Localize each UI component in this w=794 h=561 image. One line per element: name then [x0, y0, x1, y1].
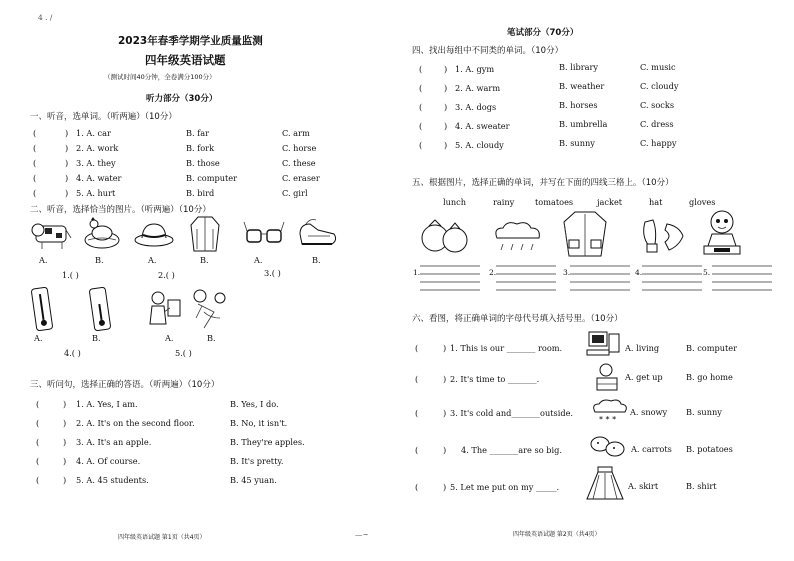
option-b: B. bird	[186, 188, 215, 198]
writing-lines	[412, 262, 772, 296]
question-text: 3. It's cold and_______outside.	[450, 408, 574, 418]
thermometer-icon	[88, 286, 112, 332]
pic-label-b: B.	[200, 255, 209, 265]
option-c: C. happy	[640, 138, 677, 148]
answer-paren-close: )	[65, 128, 69, 138]
boy-lunch-icon	[702, 208, 742, 258]
option-a: 5. A. cloudy	[455, 140, 504, 150]
option-c: C. horse	[282, 143, 317, 153]
answer-paren-open[interactable]: (	[33, 188, 37, 198]
line-number: 3.	[563, 268, 571, 277]
line-number: 2.	[489, 268, 497, 277]
answer-paren-close: )	[443, 408, 447, 418]
answer-paren-open[interactable]: (	[33, 143, 37, 153]
word-option: hat	[649, 197, 663, 207]
answer-paren-open[interactable]: (	[36, 399, 40, 409]
answer-paren-close: )	[444, 121, 448, 131]
answer-paren-close: )	[65, 158, 69, 168]
exam-note: （测试时间40分钟，全卷满分100分）	[104, 73, 216, 81]
option-a: A. get up	[625, 372, 663, 382]
answer-paren-open[interactable]: (	[36, 456, 40, 466]
girl-playing-icon	[190, 288, 230, 330]
answer-paren-open[interactable]: (	[36, 475, 40, 485]
answer-paren-close: )	[63, 456, 67, 466]
option-c: C. eraser	[282, 173, 320, 183]
snowy-cloud-icon	[589, 398, 629, 424]
boy-waking-icon	[593, 362, 621, 392]
answer-blank[interactable]: 1.( )	[62, 270, 79, 280]
word-option: lunch	[443, 197, 467, 207]
section1-title: 一、听音，选单词。（听两遍）（10分）	[30, 112, 177, 122]
answer-paren-close: )	[65, 188, 69, 198]
option-a: 3. A. dogs	[455, 102, 497, 112]
section2-title: 二、听音，选择恰当的图片。（听两遍）（10分）	[30, 205, 211, 215]
option-a: 3. A. they	[76, 158, 116, 168]
option-a: A. carrots	[631, 444, 672, 454]
question-text: 4. The _______are so big.	[461, 445, 562, 455]
answer-blank[interactable]: 4.( )	[64, 348, 81, 358]
option-b: B. sunny	[559, 138, 595, 148]
answer-paren-close: )	[444, 102, 448, 112]
option-a: 3. A. It's an apple.	[76, 437, 152, 447]
option-a: 5. A. 45 students.	[76, 475, 149, 485]
answer-paren-open[interactable]: (	[415, 343, 419, 353]
skirt-icon	[585, 465, 625, 503]
answer-paren-close: )	[443, 374, 447, 384]
option-a: 2. A. warm	[455, 83, 501, 93]
option-a: A. living	[625, 343, 660, 353]
option-b: B. horses	[559, 100, 598, 110]
option-b: B. 45 yuan.	[230, 475, 277, 485]
hen-icon	[82, 216, 122, 250]
answer-paren-close: )	[65, 173, 69, 183]
word-option: gloves	[689, 197, 716, 207]
answer-paren-open[interactable]: (	[33, 128, 37, 138]
answer-blank[interactable]: 3.( )	[264, 268, 281, 278]
answer-paren-open[interactable]: (	[415, 445, 419, 455]
glasses-icon	[244, 220, 284, 246]
word-option: rainy	[493, 197, 515, 207]
pic-label-b: B.	[312, 255, 321, 265]
pic-label-a: A.	[34, 333, 43, 343]
student-drawing-icon	[146, 290, 182, 330]
pic-label-a: A.	[165, 333, 174, 343]
option-c: C. dress	[640, 119, 674, 129]
answer-paren-close: )	[443, 343, 447, 353]
option-b: B. computer	[186, 173, 238, 183]
line-number: 1.	[413, 268, 421, 277]
exam-title: 2023年春季学期学业质量监测	[118, 35, 263, 47]
option-b: B. those	[186, 158, 220, 168]
answer-paren-close: )	[63, 437, 67, 447]
option-a: 4. A. sweater	[455, 121, 510, 131]
option-a: 4. A. Of course.	[76, 456, 141, 466]
option-c: C. music	[640, 62, 676, 72]
gloves-icon	[639, 214, 687, 256]
answer-paren-close: )	[443, 482, 447, 492]
option-b: B. far	[186, 128, 210, 138]
answer-paren-open[interactable]: (	[419, 140, 423, 150]
answer-paren-open[interactable]: (	[419, 102, 423, 112]
answer-paren-close: )	[444, 140, 448, 150]
corner-mark: 4 . /	[38, 13, 53, 22]
section4-title: 四、找出每组中不同类的单词。（10分）	[412, 46, 564, 56]
answer-blank[interactable]: 2.( )	[158, 270, 175, 280]
answer-paren-open[interactable]: (	[415, 482, 419, 492]
svg-text:* * *: * * *	[599, 415, 617, 424]
answer-paren-open[interactable]: (	[33, 158, 37, 168]
option-a: 4. A. water	[76, 173, 122, 183]
cow-icon	[30, 218, 72, 250]
answer-paren-open[interactable]: (	[415, 408, 419, 418]
section5-title: 五、根据图片，选择正确的单词，并写在下面的四线三格上。（10分）	[412, 178, 674, 188]
option-b: B. They're apples.	[230, 437, 305, 447]
pic-label-b: B.	[95, 255, 104, 265]
question-text: 2. It's time to _______.	[450, 374, 540, 384]
option-b: B. No, it isn't.	[230, 418, 288, 428]
option-b: B. potatoes	[686, 444, 733, 454]
answer-paren-close: )	[444, 64, 448, 74]
answer-blank[interactable]: 5.( )	[175, 348, 192, 358]
answer-paren-close: )	[63, 399, 67, 409]
option-c: C. arm	[282, 128, 310, 138]
option-c: C. cloudy	[640, 81, 679, 91]
footer-mark: —~	[355, 530, 369, 539]
option-a: 1. A. gym	[455, 64, 495, 74]
page-footer: 四年级英语试题 第1页（共4页）	[118, 534, 206, 541]
answer-paren-open[interactable]: (	[33, 173, 37, 183]
option-b: B. fork	[186, 143, 215, 153]
pic-label-b: B.	[207, 333, 216, 343]
option-a: 2. A. work	[76, 143, 119, 153]
page-footer: 四年级英语试题 第2页（共4页）	[513, 531, 601, 538]
potatoes-icon	[589, 434, 625, 458]
option-b: B. Yes, I do.	[230, 399, 279, 409]
option-a: 2. A. It's on the second floor.	[76, 418, 195, 428]
option-b: B. library	[559, 62, 599, 72]
listening-header: 听力部分（30分）	[146, 94, 218, 104]
option-c: C. girl	[282, 188, 308, 198]
section6-title: 六、看图，将正确单词的字母代号填入括号里。（10分）	[412, 314, 623, 324]
option-a: 1. A. Yes, I am.	[76, 399, 138, 409]
line-number: 4.	[635, 268, 643, 277]
tomatoes-icon	[415, 212, 475, 258]
pic-label-a: A.	[254, 255, 263, 265]
pic-label-a: A.	[39, 255, 48, 265]
shoes-icon	[296, 216, 340, 250]
rainy-cloud-icon	[489, 218, 545, 256]
option-b: B. umbrella	[559, 119, 608, 129]
answer-paren-open[interactable]: (	[415, 374, 419, 384]
option-a: 5. A. hurt	[76, 188, 116, 198]
answer-paren-open[interactable]: (	[419, 83, 423, 93]
option-b: B. go home	[686, 372, 733, 382]
hat-icon	[133, 220, 175, 248]
question-text: 5. Let me put on my _____.	[450, 482, 560, 492]
right-page	[397, 0, 794, 561]
option-a: 1. A. car	[76, 128, 111, 138]
option-b: B. weather	[559, 81, 605, 91]
written-header: 笔试部分（70分）	[507, 28, 579, 38]
answer-paren-close: )	[444, 83, 448, 93]
option-a: A. snowy	[630, 407, 668, 417]
exam-subtitle: 四年级英语试题	[145, 53, 226, 67]
jacket-icon	[563, 210, 607, 258]
answer-paren-close: )	[65, 143, 69, 153]
word-option: tomatoes	[535, 197, 574, 207]
option-c: C. socks	[640, 100, 675, 110]
question-text: 1. This is our _______ room.	[450, 343, 563, 353]
computer-icon	[585, 330, 623, 360]
word-option: jacket	[597, 197, 623, 207]
option-b: B. It's pretty.	[230, 456, 284, 466]
thermometer-icon	[30, 286, 54, 332]
answer-paren-open[interactable]: (	[419, 64, 423, 74]
option-b: B. computer	[686, 343, 738, 353]
coat-icon	[190, 215, 220, 253]
answer-paren-open[interactable]: (	[36, 437, 40, 447]
pic-label-a: A.	[148, 255, 157, 265]
answer-paren-close: )	[63, 475, 67, 485]
section3-title: 三、听问句，选择正确的答语。（听两遍）（10分）	[30, 380, 220, 390]
answer-paren-close: )	[443, 445, 447, 455]
answer-paren-open[interactable]: (	[36, 418, 40, 428]
option-a: A. skirt	[628, 481, 659, 491]
option-b: B. sunny	[686, 407, 722, 417]
option-c: C. these	[282, 158, 316, 168]
pic-label-b: B.	[92, 333, 101, 343]
answer-paren-close: )	[63, 418, 67, 428]
option-b: B. shirt	[686, 481, 717, 491]
line-number: 5.	[703, 268, 711, 277]
answer-paren-open[interactable]: (	[419, 121, 423, 131]
